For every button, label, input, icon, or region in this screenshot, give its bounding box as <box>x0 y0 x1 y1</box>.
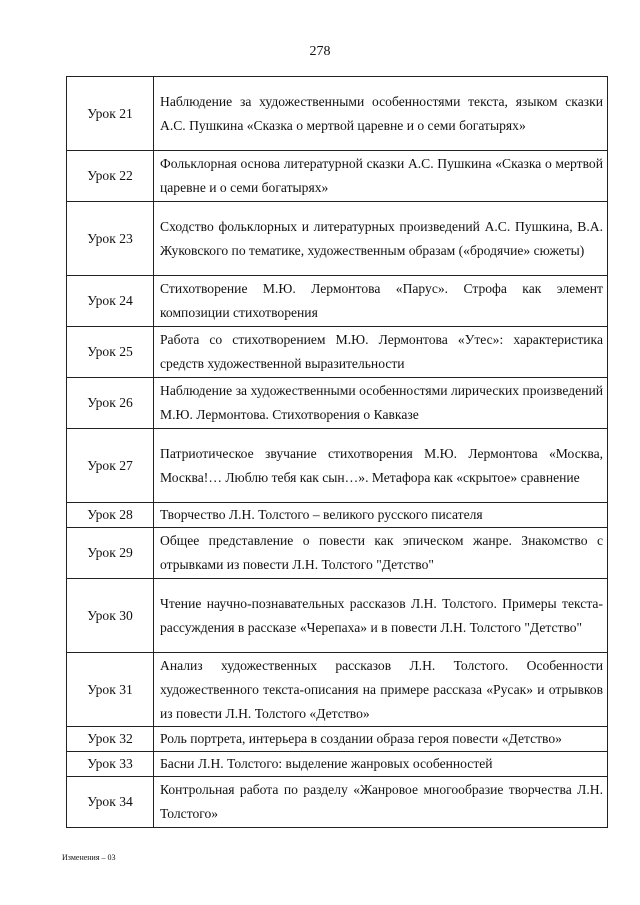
table-row <box>67 727 608 752</box>
lesson-number: Урок 32 <box>67 727 154 752</box>
lesson-number: Урок 34 <box>67 777 154 828</box>
lesson-topic: Стихотворение М.Ю. Лермонтова «Парус». Строфа как элемент композиции стихотворения <box>154 276 608 327</box>
table-row <box>67 752 608 777</box>
lesson-number: Урок 21 <box>67 77 154 151</box>
lesson-number: Урок 26 <box>67 378 154 429</box>
table-row <box>67 378 608 429</box>
lesson-number: Урок 23 <box>67 202 154 276</box>
page-number: 278 <box>309 44 331 59</box>
table-row <box>67 202 608 276</box>
lesson-topic: Наблюдение за художественными особенностями текста, языком сказки А.С. Пушкина «Сказка о мертвой царевне и о семи богатырях» <box>154 77 608 151</box>
table-row <box>67 653 608 727</box>
table-row <box>67 77 608 151</box>
lesson-topic: Анализ художественных рассказов Л.Н. Толстого. Особенности художественного текста-описания на примере рассказа «Русак» и отрывков из повести Л.Н. Толстого «Детство» <box>154 653 608 727</box>
lesson-topic: Роль портрета, интерьера в создании образа героя повести «Детство» <box>154 727 608 752</box>
lesson-number: Урок 29 <box>67 528 154 579</box>
lesson-topic: Контрольная работа по разделу «Жанровое многообразие творчества Л.Н. Толстого» <box>154 777 608 828</box>
lesson-topic: Наблюдение за художественными особенностями лирических произведений М.Ю. Лермонтова. Стихотворения о Кавказе <box>154 378 608 429</box>
lesson-number: Урок 25 <box>67 327 154 378</box>
lesson-topic: Патриотическое звучание стихотворения М.Ю. Лермонтова «Москва, Москва!… Люблю тебя как сын…». Метафора как «скрытое» сравнение <box>154 429 608 503</box>
lesson-number: Урок 27 <box>67 429 154 503</box>
lessons-table <box>66 76 608 828</box>
lesson-topic: Чтение научно-познавательных рассказов Л.Н. Толстого. Примеры текста-рассуждения в рассказе «Черепаха» и в повести Л.Н. Толстого "Детство" <box>154 579 608 653</box>
table-row <box>67 429 608 503</box>
lessons-table-body <box>67 77 608 828</box>
table-row <box>67 327 608 378</box>
lesson-number: Урок 30 <box>67 579 154 653</box>
table-row <box>67 777 608 828</box>
lesson-number: Урок 31 <box>67 653 154 727</box>
lesson-topic: Общее представление о повести как эпическом жанре. Знакомство с отрывками из повести Л.Н. Толстого "Детство" <box>154 528 608 579</box>
lesson-number: Урок 22 <box>67 151 154 202</box>
footer-revision-note: Изменения – 03 <box>62 853 116 862</box>
lesson-number: Урок 33 <box>67 752 154 777</box>
table-row <box>67 579 608 653</box>
table-row <box>67 151 608 202</box>
lesson-topic: Работа со стихотворением М.Ю. Лермонтова «Утес»: характеристика средств художественной выразительности <box>154 327 608 378</box>
table-row <box>67 503 608 528</box>
lesson-number: Урок 28 <box>67 503 154 528</box>
lesson-topic: Творчество Л.Н. Толстого – великого русского писателя <box>154 503 608 528</box>
lesson-number: Урок 24 <box>67 276 154 327</box>
table-row <box>67 528 608 579</box>
table-row <box>67 276 608 327</box>
lesson-topic: Фольклорная основа литературной сказки А.С. Пушкина «Сказка о мертвой царевне и о семи богатырях» <box>154 151 608 202</box>
lesson-topic: Сходство фольклорных и литературных произведений А.С. Пушкина, В.А. Жуковского по тематике, художественным образам («бродячие» сюжеты) <box>154 202 608 276</box>
lesson-topic: Басни Л.Н. Толстого: выделение жанровых особенностей <box>154 752 608 777</box>
